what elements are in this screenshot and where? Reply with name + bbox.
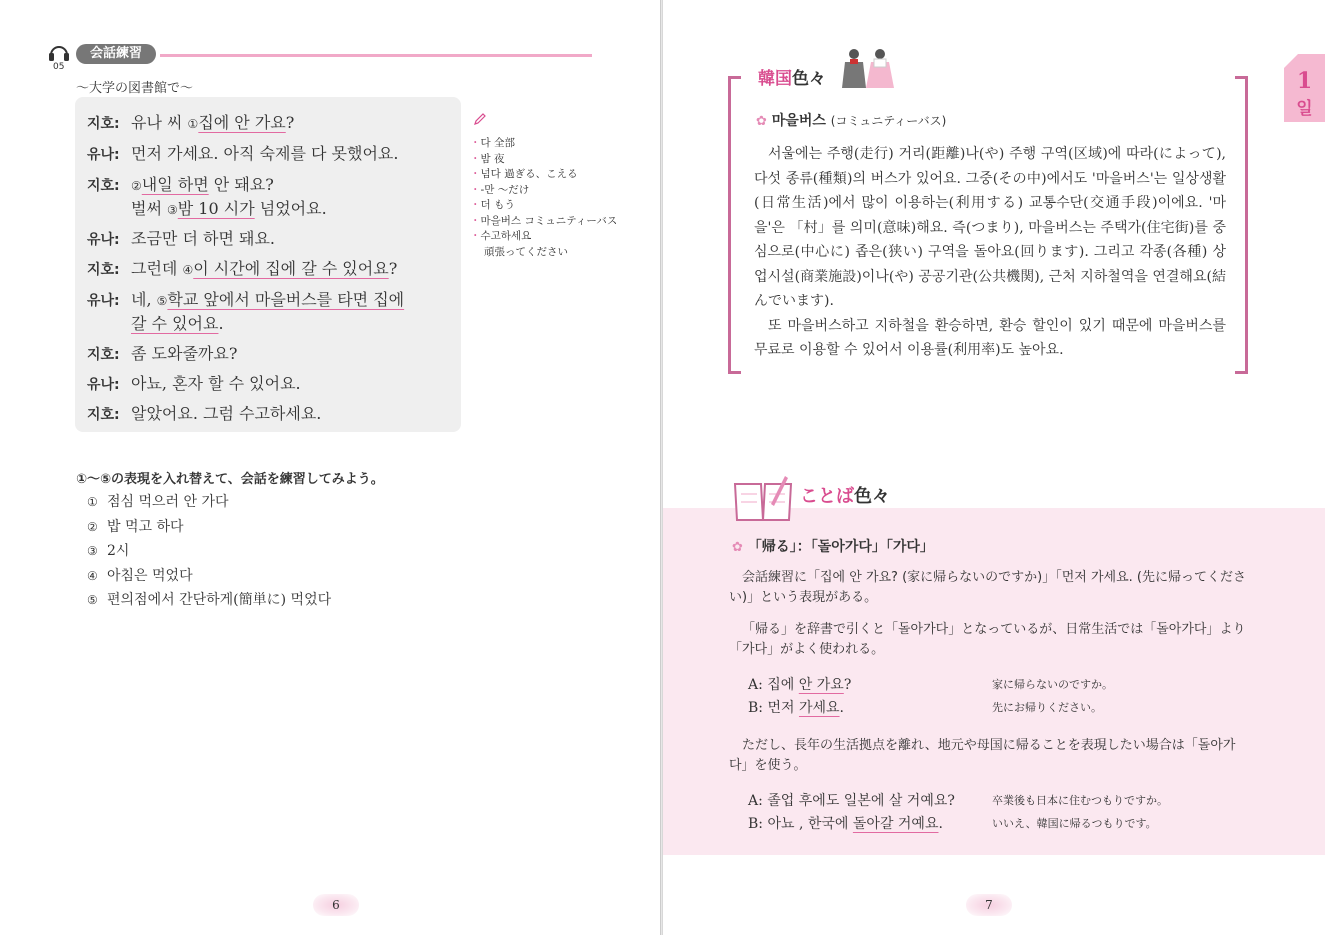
example-text: B: 아뇨 , 한국에 bbox=[748, 816, 853, 832]
speaker-label: 유나: bbox=[87, 293, 120, 309]
example-text: B: 먼저 bbox=[748, 700, 799, 716]
pencil-icon bbox=[473, 112, 487, 126]
page-number-left: 6 bbox=[313, 894, 359, 916]
section-label: 会話練習 bbox=[76, 44, 156, 64]
vocab-japanese: コミュニティーバス bbox=[521, 214, 618, 227]
words-sub-heading: ✿ 「帰る」：「돌아가다」「가다」 bbox=[732, 539, 934, 555]
substitution-phrase: 밤 10 시가 bbox=[177, 199, 255, 218]
substitution-phrase: 학교 앞에서 마을버스를 타면 집에 bbox=[167, 290, 405, 309]
example-korean bbox=[748, 674, 851, 694]
practice-number: ④ bbox=[87, 568, 98, 583]
vocab-note bbox=[470, 214, 617, 230]
vocab-korean: -만 bbox=[480, 183, 495, 196]
speaker-label: 지호: bbox=[87, 347, 120, 363]
example-highlight: 안 가요 bbox=[798, 677, 844, 693]
dialog-text: ? bbox=[388, 259, 398, 278]
example-text: . bbox=[839, 700, 844, 716]
dialog-text: 먼저 가세요. 아직 숙제를 다 못했어요. bbox=[131, 144, 399, 163]
practice-number: ③ bbox=[87, 544, 98, 558]
vocab-japanese: もう bbox=[490, 199, 515, 211]
dialog-line bbox=[87, 226, 275, 249]
dialog-text: 아뇨, 혼자 할 수 있어요. bbox=[131, 374, 301, 393]
bullet: ・ bbox=[470, 152, 481, 165]
practice-number: ② bbox=[87, 519, 98, 534]
example-text: . bbox=[938, 816, 943, 832]
bracket-right bbox=[1235, 76, 1248, 374]
vocab-korean: 수고하세요 bbox=[480, 230, 532, 242]
bullet: ・ bbox=[470, 183, 481, 196]
words-paragraph-2: 「帰る」を辞書で引くと「돌아가다」となっているが、日常生活では「돌아가다」より「가다」がよく使われる。 bbox=[729, 622, 1246, 657]
track-number: 05 bbox=[53, 62, 65, 72]
korea-culture-text bbox=[754, 142, 1226, 363]
vocab-note bbox=[470, 152, 617, 168]
practice-text: 점심 먹으러 안 가다 bbox=[107, 494, 229, 510]
practice-number: ① bbox=[87, 495, 98, 509]
substitution-phrase: 이 시간에 집에 갈 수 있어요 bbox=[193, 259, 389, 278]
practice-text: 2시 bbox=[107, 543, 130, 559]
practice-number: ⑤ bbox=[87, 593, 98, 607]
practice-item bbox=[87, 589, 331, 609]
dialog-text: 벌써 bbox=[131, 199, 167, 218]
vocab-notes bbox=[470, 136, 617, 260]
dialog-line bbox=[87, 172, 274, 195]
practice-item bbox=[87, 540, 129, 560]
speaker-label: 지호: bbox=[87, 407, 120, 423]
example-korean bbox=[748, 790, 955, 810]
example-text: A: 집에 bbox=[748, 677, 799, 693]
dialog-text: ? bbox=[285, 113, 295, 132]
dialog-line bbox=[87, 196, 327, 219]
vocab-japanese: 頑張ってください bbox=[484, 245, 568, 258]
dialog-line bbox=[87, 401, 321, 424]
bullet: ・ bbox=[470, 168, 481, 180]
flower-icon: ✿ bbox=[732, 540, 743, 555]
speaker-label: 지호: bbox=[87, 116, 120, 132]
example-korean bbox=[748, 813, 943, 833]
vocab-note bbox=[470, 136, 617, 152]
headphones-icon bbox=[48, 42, 70, 62]
bullet: ・ bbox=[470, 214, 481, 227]
words-paragraph-1: 会話練習に「집에 안 가요? (家に帰らないのですか)」「먼저 가세요. (先に帰ってください)」という表現がある。 bbox=[729, 570, 1246, 605]
hanbok-dolls-icon bbox=[840, 46, 896, 90]
vocab-japanese: 全部 bbox=[490, 137, 515, 149]
korea-paragraph: 서울에는 주행(走行) 거리(距離)나(や) 주행 구역(区域)에 따라(によって),다섯 종류(種類)의 버스가 있어요. 그중(その中)에서도 '마을버스'는 일상생활(日常生活)에서 많이 이용하는(利用する) 교통수단(交通手段)이에요. '마을'은 「村」를 의미(意味)해요. 즉(つまり), 마을버스는 주택가(住宅街)를 중심으로(中心に) 좁은(狭い) 구역을 돌아요(回ります). 그리고 각종(各種) 상업시설(商業施設)이나(や) 공공기관(公共機関), 근처 지하철역을 연결해요(結んでいます). bbox=[754, 146, 1226, 309]
bullet: ・ bbox=[470, 199, 481, 211]
dialog-text: 그런데 bbox=[131, 259, 183, 278]
vocab-japanese: 〜だけ bbox=[494, 183, 530, 196]
words-paragraph-3: ただし、長年の生活拠点を離れ、地元や母国に帰ることを表現したい場合は「돌아가다」を使う。 bbox=[729, 738, 1236, 773]
example-japanese: 先にお帰りください。 bbox=[992, 701, 1102, 714]
dialog-line bbox=[87, 110, 294, 133]
vocab-note bbox=[470, 167, 617, 183]
page-number-right: 7 bbox=[966, 894, 1012, 916]
speaker-label: 지호: bbox=[87, 262, 120, 278]
dialog-text: 유나 씨 bbox=[131, 113, 188, 132]
dialog-line bbox=[87, 256, 397, 279]
example-japanese: 家に帰らないのですか。 bbox=[992, 678, 1113, 691]
substitution-number: ⑤ bbox=[156, 294, 168, 308]
substitution-phrase: 내일 하면 bbox=[141, 175, 209, 194]
example-text: ? bbox=[843, 677, 852, 693]
dialog-line bbox=[87, 141, 398, 164]
practice-text: 아침은 먹었다 bbox=[107, 567, 193, 584]
dialog-text: 넘었어요. bbox=[254, 199, 327, 218]
vocab-korean: 밤 bbox=[480, 152, 491, 165]
bracket-left bbox=[728, 76, 741, 374]
vocab-note bbox=[470, 198, 617, 214]
practice-title: ①〜⑤の表現を入れ替えて、会話を練習してみよう。 bbox=[76, 472, 384, 487]
example-japanese: 卒業後も日本に住むつもりですか。 bbox=[992, 794, 1168, 807]
dialog-text: 좀 도와줄까요? bbox=[131, 344, 238, 363]
substitution-phrase: 집에 안 가요 bbox=[198, 113, 286, 132]
substitution-phrase: 갈 수 있어요 bbox=[131, 314, 219, 333]
scene-caption: 〜大学の図書館で〜 bbox=[76, 81, 194, 96]
speaker-label: 유나: bbox=[87, 147, 120, 163]
speaker-label: 지호: bbox=[87, 178, 120, 194]
vocab-note bbox=[470, 183, 617, 199]
dialog-line bbox=[87, 311, 224, 334]
practice-item bbox=[87, 491, 229, 511]
dialog-text: 안 돼요? bbox=[208, 175, 274, 194]
practice-text: 편의점에서 간단하게(簡単に) 먹었다 bbox=[107, 592, 332, 608]
example-japanese: いいえ、韓国に帰るつもりです。 bbox=[992, 817, 1157, 830]
substitution-number: ③ bbox=[167, 203, 178, 217]
dialog-text: 네, bbox=[131, 290, 157, 309]
vocab-korean: 더 bbox=[480, 199, 491, 211]
practice-text: 밥 먹고 하다 bbox=[107, 518, 184, 535]
korea-culture-title: 韓国色々 bbox=[752, 64, 832, 89]
notebook-icon bbox=[733, 474, 793, 522]
vocab-korean: 다 bbox=[480, 137, 491, 149]
vocab-korean: 넘다 bbox=[480, 168, 501, 180]
substitution-number: ① bbox=[187, 117, 199, 131]
substitution-number: ② bbox=[131, 179, 142, 193]
practice-item bbox=[87, 516, 184, 536]
vocab-korean: 마을버스 bbox=[480, 214, 522, 227]
dialog-text: 알았어요. 그럼 수고하세요. bbox=[131, 404, 322, 423]
day-number: 1 bbox=[1296, 68, 1313, 94]
dialog-text: . bbox=[218, 314, 224, 333]
section-divider bbox=[160, 54, 592, 57]
dialog-line bbox=[87, 371, 301, 394]
example-highlight: 가세요 bbox=[798, 700, 840, 716]
practice-item bbox=[87, 565, 193, 585]
speaker-label: 유나: bbox=[87, 232, 120, 248]
vocab-japanese: 夜 bbox=[490, 152, 505, 165]
day-label: 일 bbox=[1296, 99, 1313, 119]
substitution-number: ④ bbox=[182, 263, 194, 277]
bullet: ・ bbox=[470, 137, 481, 149]
example-highlight: 돌아갈 거예요 bbox=[852, 816, 939, 832]
example-korean bbox=[748, 697, 844, 717]
speaker-label: 유나: bbox=[87, 377, 120, 393]
dialog-line bbox=[87, 341, 237, 364]
flower-icon: ✿ bbox=[756, 114, 767, 129]
vocab-japanese: 過ぎる、こえる bbox=[500, 168, 578, 180]
words-title: ことば色々 bbox=[800, 486, 890, 507]
day-tab bbox=[1284, 54, 1325, 122]
example-text: A: 졸업 후에도 일본에 살 거예요? bbox=[748, 793, 955, 809]
korea-paragraph: 또 마을버스하고 지하철을 환승하면, 환승 할인이 있기 때문에 마을버스를 무료로 이용할 수 있어서 이용률(利用率)도 높아요. bbox=[754, 317, 1226, 358]
dialog-line bbox=[87, 287, 404, 310]
vocab-note bbox=[470, 229, 617, 260]
bullet: ・ bbox=[470, 230, 481, 242]
dialog-text: 조금만 더 하면 돼요. bbox=[131, 229, 275, 248]
korea-sub-heading: ✿ 마을버스 (コミュニティーバス) bbox=[756, 113, 947, 129]
